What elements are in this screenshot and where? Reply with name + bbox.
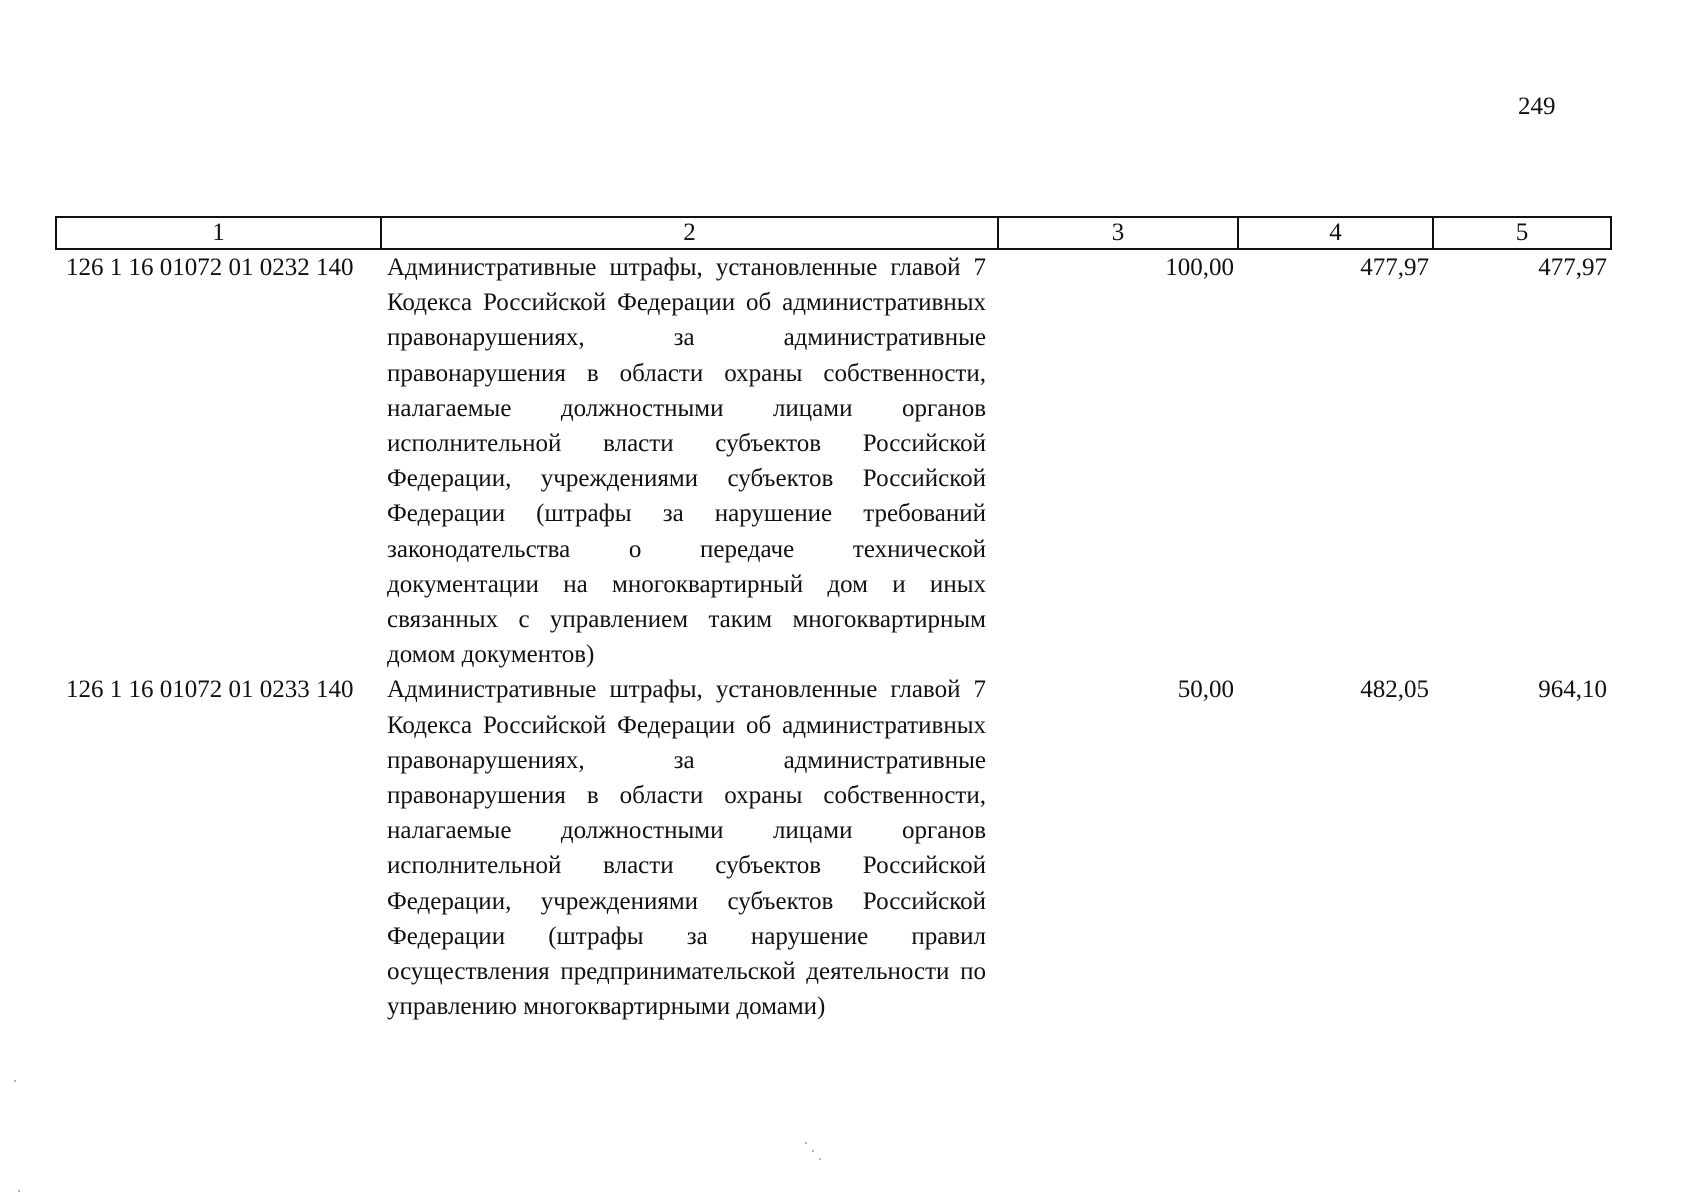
table-header (56, 217, 1611, 249)
value-cell-col3: 100,00 (1165, 254, 1234, 281)
revenue-code-cell: 126 1 16 01072 01 0233 140 (66, 676, 354, 704)
description-cell: Административные штрафы, установленные главой 7 Кодекса Российской Федерации об административных правонарушениях, за административные правонарушения в области охраны собственности, налагаемые должностными лицами органов исполнительной власти субъектов Российской Федерации, учреждениями субъектов Российской Федерации (штрафы за нарушение правил осуществления предпринимательской деятельности по управлению многоквартирными домами) (387, 676, 986, 1021)
table-row (56, 672, 1611, 1024)
value-cell-col5: 964,10 (1538, 676, 1607, 704)
table-body (56, 249, 1611, 1024)
scan-speck (812, 1150, 814, 1152)
column-header-3: 3 (998, 217, 1238, 249)
column-header-4: 4 (1238, 217, 1433, 249)
column-header-1: 1 (56, 217, 381, 249)
scan-speck (819, 1158, 821, 1160)
value-cell-col5: 477,97 (1538, 254, 1607, 281)
budget-table (55, 216, 1612, 1024)
column-header-5: 5 (1433, 217, 1611, 249)
value-cell-col3: 50,00 (1177, 676, 1234, 704)
column-header-2: 2 (381, 217, 998, 249)
scan-speck (805, 1142, 807, 1144)
page-number: 249 (1518, 93, 1556, 120)
description-cell: Административные штрафы, установленные главой 7 Кодекса Российской Федерации об административных правонарушениях, за административные правонарушения в области охраны собственности, налагаемые должностными лицами органов исполнительной власти субъектов Российской Федерации, учреждениями субъектов Российской Федерации (штрафы за нарушение требований законодательства о передаче технической документации на многоквартирный дом и иных связанных с управлением таким многоквартирным домом документов) (387, 254, 986, 669)
scan-speck (14, 1080, 16, 1082)
header-row (56, 217, 1611, 249)
scan-speck (18, 1190, 20, 1192)
revenue-code-cell: 126 1 16 01072 01 0232 140 (66, 254, 354, 281)
table-row (56, 249, 1611, 672)
value-cell-col4: 482,05 (1360, 676, 1429, 704)
value-cell-col4: 477,97 (1360, 254, 1429, 281)
